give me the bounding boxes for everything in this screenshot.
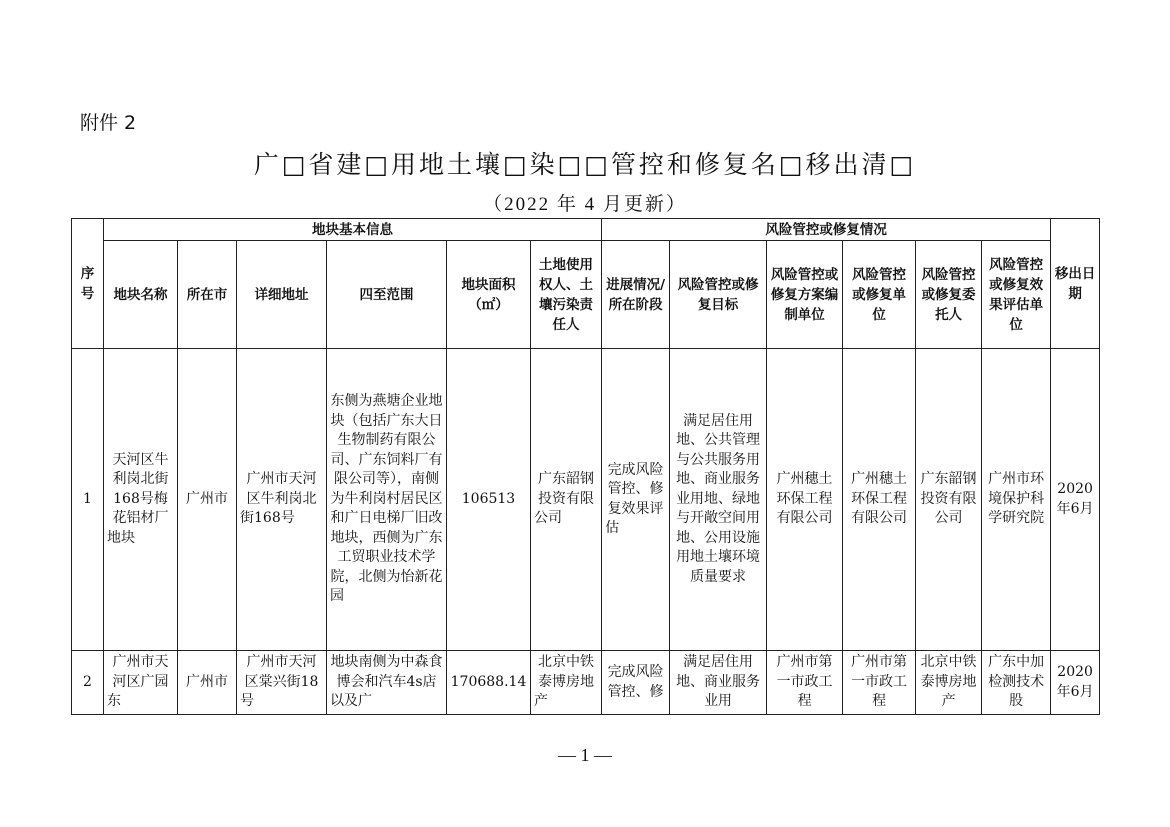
cell-boundary: 地块南侧为中森食博会和汽车4s店以及广: [327, 651, 447, 715]
header-progress: 进展情况/所在阶段: [602, 241, 670, 349]
cell-plan-unit: 广州穗土环保工程有限公司: [767, 349, 843, 651]
cell-removal-date: 2020年6月: [1051, 349, 1100, 651]
cell-site-name: 广州市天河区广园东: [104, 651, 178, 715]
column-header-row: [72, 241, 1100, 349]
cell-area: 170688.14: [447, 651, 531, 715]
cell-boundary: 东侧为燕塘企业地块（包括广东大日生物制药有限公司、广东饲料厂有限公司等），南侧为牛利岗村居民区和广日电梯厂旧改地块，西侧为广东工贸职业技术学院，北侧为怡新花园: [327, 349, 447, 651]
header-site-name: 地块名称: [104, 241, 178, 349]
header-risk-control: 风险管控或修复情况: [602, 219, 1051, 241]
cell-owner: 广东韶钢投资有限公司: [531, 349, 602, 651]
header-area: 地块面积（㎡）: [447, 241, 531, 349]
header-removal-date: 移出日期: [1051, 219, 1100, 349]
header-evaluation-unit: 风险管控或修复效果评估单位: [982, 241, 1051, 349]
header-address: 详细地址: [237, 241, 327, 349]
table-row: [72, 349, 1100, 651]
header-city: 所在市: [178, 241, 237, 349]
header-target: 风险管控或修复目标: [670, 241, 767, 349]
cell-evaluation-unit: 广州市环境保护科学研究院: [982, 349, 1051, 651]
cell-remediation-unit: 广州市第一市政工程: [843, 651, 916, 715]
removal-list-table: [71, 218, 1100, 715]
cell-address: 广州市天河区牛利岗北街168号: [237, 349, 327, 651]
attachment-label: 附件 2: [80, 112, 137, 134]
cell-target: 满足居住用地、公共管理与公共服务用地、商业服务业用地、绿地与开敞空间用地、公用设施用地土壤环境质量要求: [670, 349, 767, 651]
header-boundary: 四至范围: [327, 241, 447, 349]
header-owner: 土地使用权人、土壤污染责任人: [531, 241, 602, 349]
header-client: 风险管控或修复委托人: [916, 241, 982, 349]
header-basic-info: 地块基本信息: [104, 219, 602, 241]
page-number: — 1 —: [558, 745, 612, 765]
cell-client: 广东韶钢投资有限公司: [916, 349, 982, 651]
document-subtitle: （2022 年 4 月更新）: [483, 194, 687, 215]
cell-city: 广州市: [178, 349, 237, 651]
cell-area: 106513: [447, 349, 531, 651]
table-row: [72, 651, 1100, 715]
cell-city: 广州市: [178, 651, 237, 715]
cell-target: 满足居住用地、商业服务业用: [670, 651, 767, 715]
cell-plan-unit: 广州市第一市政工程: [767, 651, 843, 715]
cell-progress: 完成风险管控、修复效果评估: [602, 349, 670, 651]
cell-evaluation-unit: 广东中加检测技术股: [982, 651, 1051, 715]
cell-remediation-unit: 广州穗土环保工程有限公司: [843, 349, 916, 651]
header-index: 序号: [72, 219, 104, 349]
group-header-row: [72, 219, 1100, 241]
header-remediation-unit: 风险管控或修复单位: [843, 241, 916, 349]
cell-removal-date: 2020年6月: [1051, 651, 1100, 715]
cell-index: 2: [72, 651, 104, 715]
cell-owner: 北京中铁泰博房地产: [531, 651, 602, 715]
cell-client: 北京中铁泰博房地产: [916, 651, 982, 715]
header-plan-unit: 风险管控或修复方案编制单位: [767, 241, 843, 349]
cell-progress: 完成风险管控、修: [602, 651, 670, 715]
cell-address: 广州市天河区棠兴街18号: [237, 651, 327, 715]
cell-index: 1: [72, 349, 104, 651]
document-title: 广□省建□用地土壤□染□□管控和修复名□移出清□: [253, 150, 917, 179]
cell-site-name: 天河区牛利岗北街168号梅花铝材厂地块: [104, 349, 178, 651]
